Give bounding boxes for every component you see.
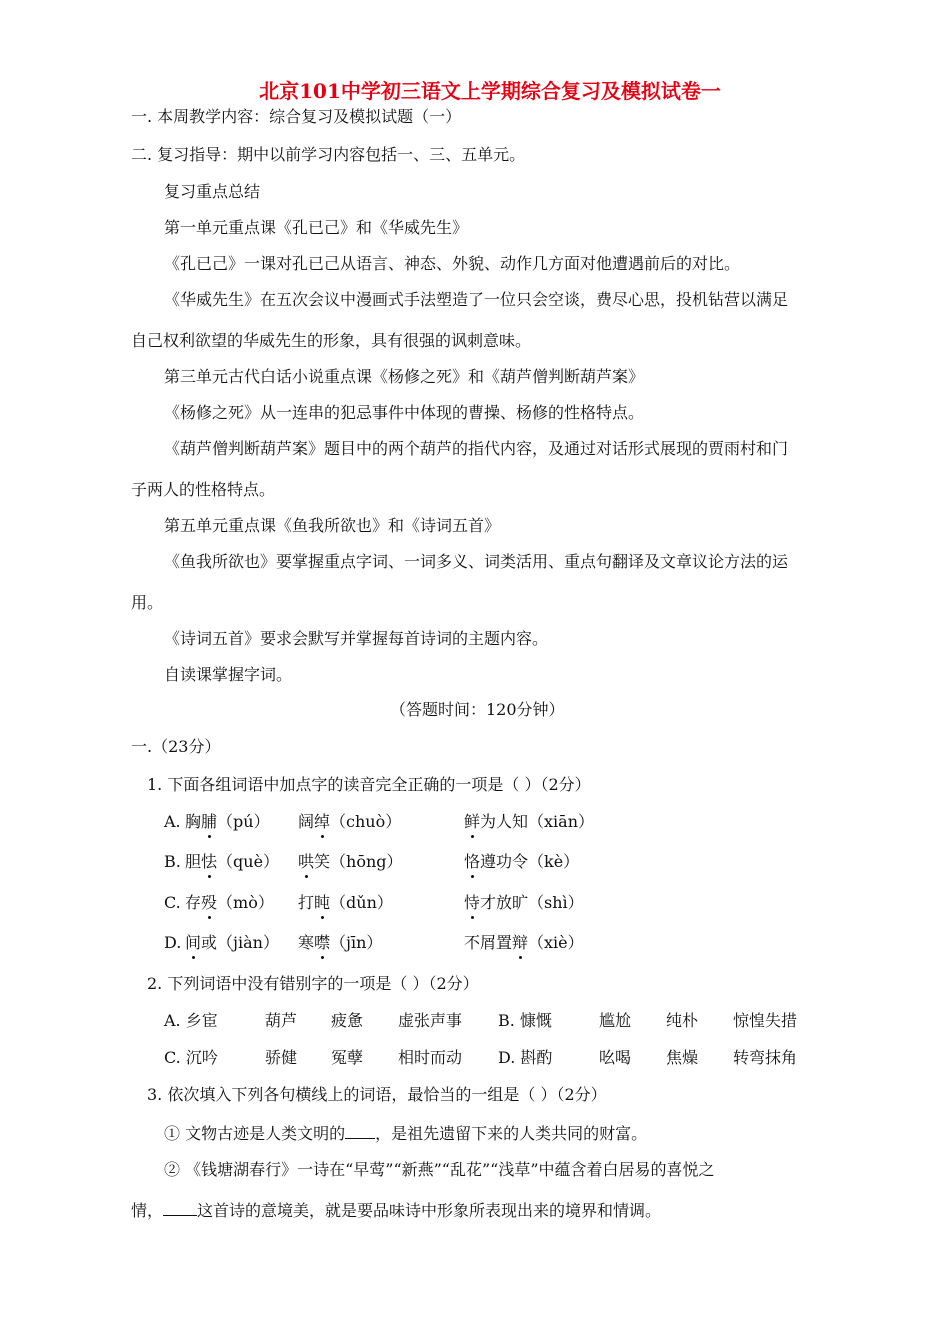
word-segment: 或（jiàn）	[201, 933, 279, 952]
q2-option-b-word-3: 纯朴	[666, 1011, 699, 1030]
word-segment: （mò）	[217, 893, 274, 912]
emphasis-dot-char: 恃	[464, 893, 481, 912]
word-segment: 遵功令（kè）	[480, 852, 580, 871]
word-segment: （xiè）	[528, 933, 584, 952]
word-segment: 胸	[185, 812, 202, 831]
q3-blank-2[interactable]	[163, 1200, 197, 1216]
q1-option-word-2	[298, 852, 403, 872]
q2-option-a-word-1: A. 乡宦	[164, 1011, 218, 1030]
unit5-paragraph-2: 《诗词五首》要求会默写并掌握每首诗词的主题内容。	[164, 629, 549, 648]
q3-sentence-2-after: 这首诗的意境美，就是要品味诗中形象所表现出来的境界和情调。	[197, 1201, 662, 1220]
emphasis-dot-char: 哄	[298, 852, 315, 871]
q2-option-b-word-2: 尴尬	[599, 1011, 632, 1030]
q1-option-label: A.	[164, 812, 181, 831]
word-segment: （dǔn）	[330, 893, 393, 912]
unit1-paragraph-2a: 《华威先生》在五次会议中漫画式手法塑造了一位只会空谈，费尽心思，投机钻营以满足	[164, 290, 789, 309]
question-3-stem: 3. 依次填入下列各句横线上的词语，最恰当的一组是（ ）（2分）	[147, 1085, 607, 1104]
q1-option-word-1	[185, 812, 270, 832]
emphasis-dot-char: 噤	[314, 933, 331, 952]
unit1-paragraph-1: 《孔已己》一课对孔已己从语言、神态、外貌、动作几方面对他遭遇前后的对比。	[164, 254, 741, 273]
word-segment: 阔	[298, 812, 315, 831]
emphasis-dot-char: 间	[185, 933, 202, 952]
section-1-heading: 一.（23分）	[131, 737, 221, 756]
word-segment: 为人知（xiān）	[480, 812, 595, 831]
unit1-paragraph-2b: 自己权利欲望的华威先生的形象，具有很强的讽刺意味。	[131, 331, 532, 350]
q2-option-d-word-1: D. 斟酌	[498, 1048, 553, 1067]
word-segment: （què）	[217, 852, 280, 871]
q2-option-c-word-2: 骄健	[265, 1048, 298, 1067]
unit3-paragraph-2a: 《葫芦僧判断葫芦案》题目中的两个葫芦的指代内容，及通过对话形式展现的贾雨村和门	[164, 439, 789, 458]
emphasis-dot-char: 殁	[201, 893, 218, 912]
unit1-heading: 第一单元重点课《孔已己》和《华威先生》	[164, 218, 469, 237]
question-2-stem: 2. 下列词语中没有错别字的一项是（ ）（2分）	[147, 974, 479, 993]
q3-sentence-1-after: ，是祖先遗留下来的人类共同的财富。	[375, 1124, 648, 1143]
word-segment: 寒	[298, 933, 315, 952]
word-segment: （jīn）	[330, 933, 383, 952]
word-segment: 胆	[185, 852, 202, 871]
q2-option-d-word-3: 焦燥	[666, 1048, 699, 1067]
emphasis-dot-char: 绰	[314, 812, 331, 831]
q2-option-c-word-1: C. 沉吟	[164, 1048, 218, 1067]
emphasis-dot-char: 鲜	[464, 812, 481, 831]
q3-sentence-2-line-1: ② 《钱塘湖春行》一诗在“早莺”“新燕”“乱花”“浅草”中蕴含着白居易的喜悦之	[164, 1160, 715, 1179]
q1-option-word-1	[185, 852, 279, 872]
q2-option-a-word-4: 虚张声事	[398, 1011, 463, 1030]
q3-sentence-2-before: 情，	[131, 1201, 164, 1220]
unit3-heading: 第三单元古代白话小说重点课《杨修之死》和《葫芦僧判断葫芦案》	[164, 367, 645, 386]
q2-option-c-word-4: 相时而动	[398, 1048, 463, 1067]
q1-option-word-1	[185, 933, 279, 953]
q1-option-word-2	[298, 893, 393, 913]
emphasis-dot-char: 辩	[512, 933, 529, 952]
q1-option-word-3	[464, 893, 584, 913]
unit5-paragraph-1a: 《鱼我所欲也》要掌握重点字词、一词多义、词类活用、重点句翻译及文章议论方法的运	[164, 552, 789, 571]
q3-sentence-2-line-2	[131, 1200, 661, 1221]
unit3-paragraph-2b: 子两人的性格特点。	[131, 480, 276, 499]
review-heading: 复习重点总结	[164, 182, 261, 201]
q1-option-word-3	[464, 933, 584, 953]
q1-option-label: D.	[164, 933, 182, 952]
intro-line-1: 一. 本周教学内容：综合复习及模拟试题（一）	[131, 107, 462, 126]
q2-option-a-word-2: 葫芦	[265, 1011, 298, 1030]
q1-option-word-1	[185, 893, 274, 913]
q1-option-word-2	[298, 812, 401, 832]
intro-line-2: 二. 复习指导：期中以前学习内容包括一、三、五单元。	[131, 145, 526, 164]
q1-option-word-3	[464, 852, 579, 872]
q2-option-b-word-1: B. 慷慨	[498, 1011, 552, 1030]
unit3-paragraph-1: 《杨修之死》从一连串的犯忌事件中体现的曹操、杨修的性格特点。	[164, 403, 645, 422]
word-segment: 才放旷（shì）	[480, 893, 584, 912]
question-1-stem: 1. 下面各组词语中加点字的读音完全正确的一项是（ ）（2分）	[147, 775, 591, 794]
q3-sentence-1-before: ① 文物古迹是人类文明的	[164, 1124, 346, 1143]
word-segment: （pú）	[217, 812, 270, 831]
emphasis-dot-char: 恪	[464, 852, 481, 871]
word-segment: 打	[298, 893, 315, 912]
emphasis-dot-char: 怯	[201, 852, 218, 871]
document-title: 北京101中学初三语文上学期综合复习及模拟试卷一	[259, 79, 721, 103]
q1-option-label: C.	[164, 893, 181, 912]
word-segment: 不屑置	[464, 933, 513, 952]
q3-blank-1[interactable]	[345, 1123, 375, 1139]
word-segment: （chuò）	[330, 812, 402, 831]
q3-sentence-1	[164, 1123, 647, 1144]
exam-time: （答题时间：120分钟）	[390, 700, 565, 719]
self-read-note: 自读课掌握字词。	[164, 665, 293, 684]
unit5-paragraph-1b: 用。	[131, 593, 164, 612]
q1-option-word-2	[298, 933, 382, 953]
emphasis-dot-char: 盹	[314, 893, 331, 912]
emphasis-dot-char: 脯	[201, 812, 218, 831]
unit5-heading: 第五单元重点课《鱼我所欲也》和《诗词五首》	[164, 516, 501, 535]
q2-option-d-word-4: 转弯抹角	[733, 1048, 798, 1067]
q2-option-a-word-3: 疲惫	[331, 1011, 364, 1030]
word-segment: 笑（hōng）	[314, 852, 403, 871]
q1-option-label: B.	[164, 852, 181, 871]
q2-option-d-word-2: 吆喝	[599, 1048, 632, 1067]
word-segment: 存	[185, 893, 202, 912]
q2-option-c-word-3: 冤孽	[331, 1048, 364, 1067]
q2-option-b-word-4: 惊惶失措	[733, 1011, 798, 1030]
q1-option-word-3	[464, 812, 594, 832]
